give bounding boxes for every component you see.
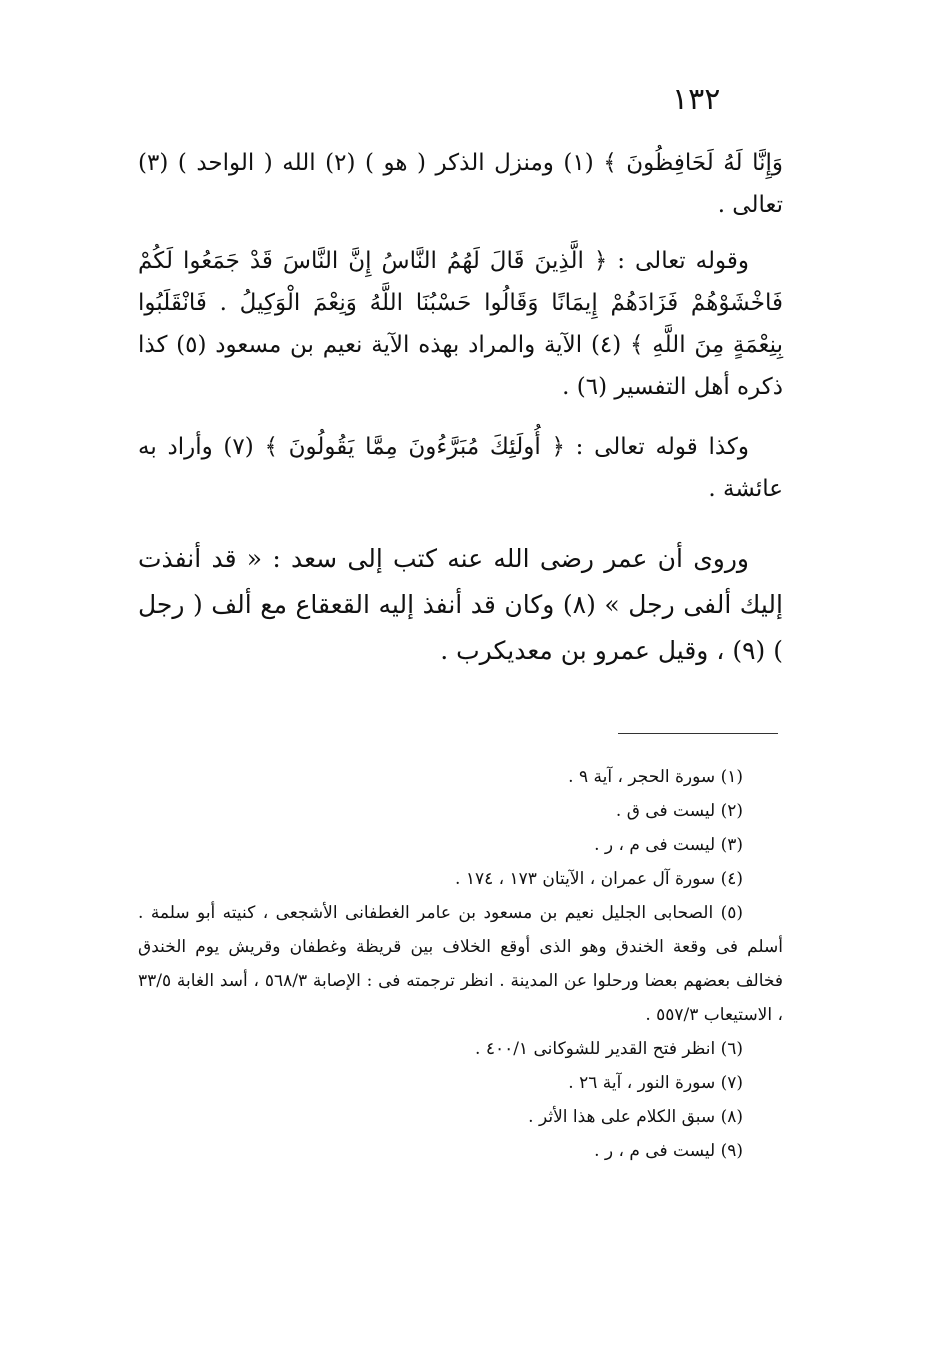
footnote-4: (٤) سورة آل عمران ، الآيتان ١٧٣ ، ١٧٤ .	[455, 869, 743, 889]
paragraph-4: وروى أن عمر رضى الله عنه كتب إلى سعد : « قد أنفذت إليك ألفى رجل » (٨) وكان قد أنفذ إليه القعقاع مع ألف ( رجل ) (٩) ، وقيل عمرو بن معديكرب .	[138, 544, 783, 665]
footnote-3: (٣) ليست فى م ، ر .	[594, 835, 743, 855]
footnote-divider	[618, 733, 778, 734]
footnote-1: (١) سورة الحجر ، آية ٩ .	[568, 767, 743, 787]
paragraph-1: وَإِنَّا لَهُ لَحَافِظُونَ ﴾ (١) ومنزل الذكر ( هو ) (٢) الله ( الواحد ) (٣) تعالى .	[138, 150, 783, 218]
footnotes	[138, 760, 783, 1168]
main-text	[138, 142, 783, 674]
page-number: ١٣٢	[672, 82, 721, 117]
paragraph-2: وقوله تعالى : ﴿ الَّذِينَ قَالَ لَهُمُ النَّاسُ إِنَّ النَّاسَ قَدْ جَمَعُوا لَكُمْ فَاخْشَوْهُمْ فَزَادَهُمْ إِيمَانًا وَقَالُوا حَسْبُنَا اللَّهُ وَنِعْمَ الْوَكِيلُ . فَانْقَلَبُوا بِنِعْمَةٍ مِنَ اللَّهِ ﴾ (٤) الآية والمراد بهذه الآية نعيم بن مسعود (٥) كذا ذكره أهل التفسير (٦) .	[138, 248, 783, 400]
footnote-2: (٢) ليست فى ق .	[615, 801, 743, 821]
footnote-6: (٦) انظر فتح القدير للشوكانى ٤٠٠/١ .	[475, 1039, 743, 1059]
paragraph-3: وكذا قوله تعالى : ﴿ أُولَئِكَ مُبَرَّءُونَ مِمَّا يَقُولُونَ ﴾ (٧) وأراد به عائشة .	[138, 434, 783, 502]
footnote-9: (٩) ليست فى م ، ر .	[594, 1141, 743, 1161]
footnote-8: (٨) سبق الكلام على هذا الأثر .	[528, 1107, 743, 1127]
footnote-5: (٥) الصحابى الجليل نعيم بن مسعود بن عامر الغطفانى الأشجعى ، كنيته أبو سلمة . أسلم فى وقعة الخندق وهو الذى أوقع الخلاف بين قريظة وغطفان وقريش يوم الخندق فخالف بعضهم بعضا ورحلوا عن المدينة . انظر ترجمته فى : الإصابة ٥٦٨/٣ ، أسد الغابة ٣٣/٥ ، الاستيعاب ٥٥٧/٣ .	[138, 903, 784, 1025]
footnote-7: (٧) سورة النور ، آية ٢٦ .	[568, 1073, 743, 1093]
